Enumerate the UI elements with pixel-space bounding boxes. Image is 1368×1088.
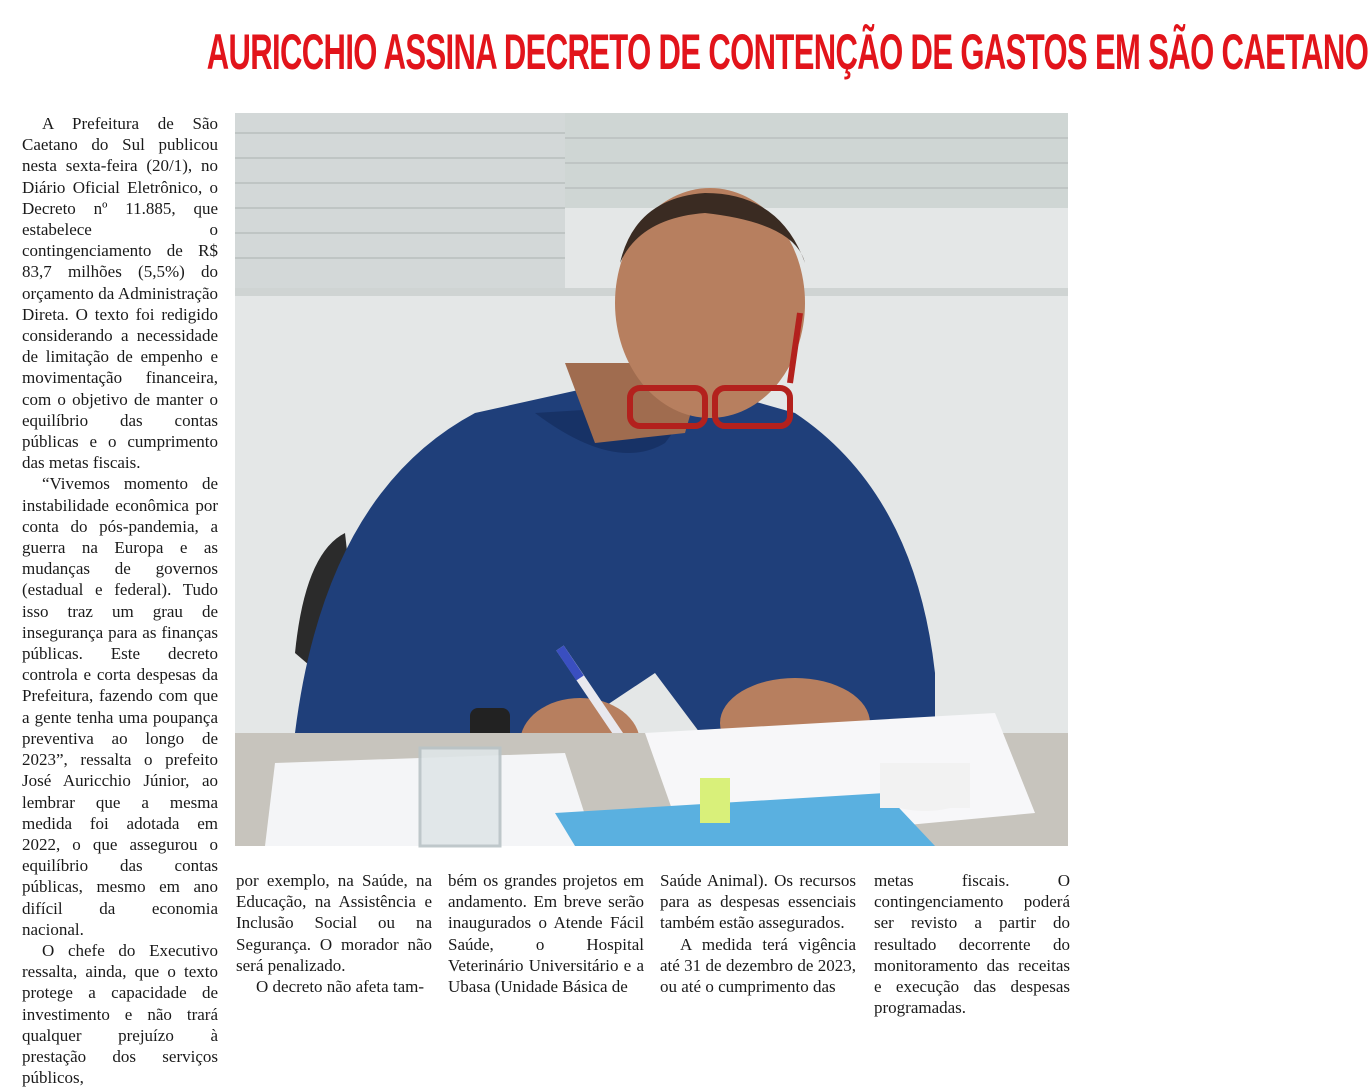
article-column-5 (874, 870, 1070, 1018)
paragraph: A Prefeitura de São Caetano do Sul publicou nesta sexta-feira (20/1), no Diário Oficial Eletrônico, o Decreto nº 11.885, que estabelece o contingenciamento de R$ 83,7 milhões (5,5%) do orçamento da Administração Direta. O texto foi redigido considerando a necessidade de limitação de empenho e movimentação financeira, com o objetivo de manter o equilíbrio das contas públicas e o cumprimento das metas fiscais. (22, 114, 218, 473)
article-column-2 (236, 870, 432, 1005)
paragraph: bém os grandes projetos em andamento. Em breve serão inaugurados o Atende Fácil Saúde, o Hospital Veterinário Universitário e a Ubasa (Unidade Básica de (448, 871, 644, 997)
article-column-3 (448, 870, 644, 1005)
paragraph: O decreto não afeta tam- (256, 977, 425, 997)
article-photo (235, 113, 1068, 846)
paragraph: Saúde Animal). Os recursos para as despesas essenciais também estão assegurados. (660, 871, 856, 933)
paragraph: O chefe do Executivo ressalta, ainda, que o texto protege a capacidade de investimento e não trará qualquer prejuízo à prestação dos serviços públicos, (22, 940, 218, 1088)
paragraph: por exemplo, na Saúde, na Educação, na Assistência e Inclusão Social ou na Segurança. O morador não será penalizado. (236, 871, 432, 975)
article-column-4 (660, 870, 856, 1005)
paragraph: “Vivemos momento de instabilidade econômica por conta do pós-pandemia, a guerra na Europa e as mudanças de governos (estadual e federal). Tudo isso traz um grau de insegurança para as finanças públicas. Este decreto controla e corta despesas da Prefeitura, fazendo com que a gente tenha uma poupança preventiva ao longo de 2023”, ressalta o prefeito José Auricchio Júnior, ao lembrar que a mesma medida foi adotada em 2022, o que assegurou o equilíbrio das contas públicas, mesmo em ano difícil da economia nacional. (22, 474, 218, 939)
paragraph: metas fiscais. O contingenciamento poderá ser revisto a partir do resultado decorrente do monitoramento das receitas e execução das despesas programadas. (874, 871, 1070, 1018)
photo-illustration (235, 113, 1068, 846)
headline: AURICCHIO ASSINA DECRETO DE CONTENÇÃO DE GASTOS EM SÃO CAETANO (206, 24, 1368, 80)
article-column-1 (22, 113, 218, 1088)
paragraph: A medida terá vigência até 31 de dezembro de 2023, ou até o cumprimento das (660, 934, 856, 997)
